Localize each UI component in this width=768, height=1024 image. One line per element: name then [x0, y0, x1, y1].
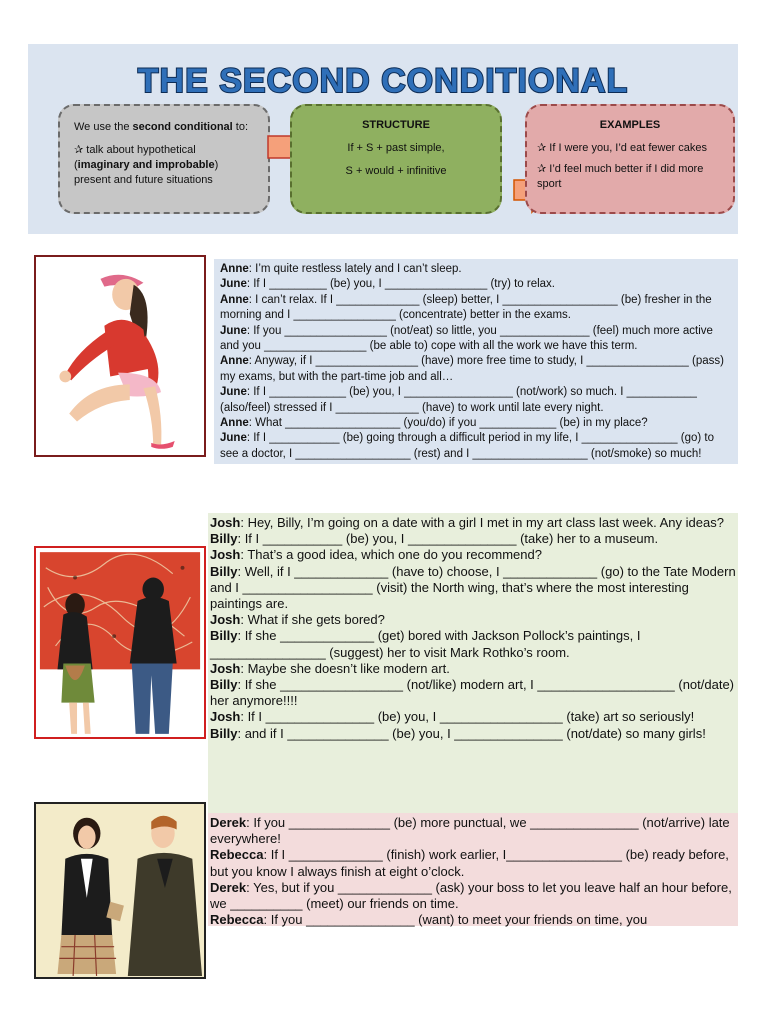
couple-at-gallery-illustration	[34, 546, 206, 739]
header-banner	[28, 44, 738, 234]
couple-talking-illustration	[34, 802, 206, 979]
dialogue-line: Billy: If she _________________ (not/like) modern art, I ___________________ (not/date) her anymore!!!!	[210, 677, 735, 709]
dialogue-line: Derek: If you ______________ (be) more punctual, we _______________ (not/arrive) late everywhere!	[210, 815, 730, 847]
structure-box	[290, 104, 502, 214]
structure-line-1: If + S + past simple,	[347, 142, 445, 154]
usage-box	[58, 104, 270, 214]
dialogue-line: Josh: If I _______________ (be) you, I _________________ (take) art so seriously!	[210, 709, 695, 725]
title-text: THE SECOND CONDITIONAL	[137, 62, 629, 100]
girl-crouching-illustration	[34, 255, 206, 457]
dialogue-derek-rebecca	[208, 813, 738, 926]
usage-item: ✰ talk about hypothetical (imaginary and improbable) present and future situations	[74, 144, 219, 186]
dialogue-line: Rebecca: If you _______________ (want) to meet your friends on time, you	[210, 912, 648, 928]
dialogue-line: Anne: What __________________ (you/do) if you ____________ (be) in my place?	[220, 417, 648, 430]
dialogue-line: Derek: Yes, but if you _____________ (ask) your boss to let you leave half an hour before, we __________ (meet) our friends on time.	[210, 879, 732, 912]
structure-line-2: S + would + infinitive	[345, 165, 447, 177]
dialogue-line: June: If I ___________ (be) going through a difficult period in my life, I _______________ (go) to see a doctor, I __________________ (rest) and I __________________ (not/smoke) so much!	[220, 432, 714, 460]
dialogue-line: June: If I ____________ (be) you, I _________________ (not/work) so much. I ___________ (also/feel) stressed if I _____________ (have) to work until late every night.	[220, 386, 697, 414]
usage-intro: We use the second conditional to:	[74, 121, 249, 133]
dialogue-line: Josh: That’s a good idea, which one do you recommend?	[210, 547, 542, 563]
dialogue-line: Anne: I can’t relax. If I _____________ (sleep) better, I __________________ (be) fresher in the morning and I ________________ (concentrate) better in the exams.	[220, 293, 712, 322]
dialogue-line: Billy: If I ___________ (be) you, I _______________ (take) her to a museum.	[210, 531, 659, 547]
example-1: ✰ If I were you, I’d eat fewer cakes	[537, 142, 708, 154]
dialogue-line: June: If you ________________ (not/eat) so little, you ______________ (feel) much more active and you ________________ (be able to) cope with all the work we have this term.	[220, 324, 713, 353]
example-2: ✰ I’d feel much better if I did more sport	[537, 163, 704, 190]
examples-box	[525, 104, 735, 214]
dialogue-anne-june	[214, 259, 738, 464]
structure-heading: STRUCTURE	[362, 119, 430, 131]
dialogue-line: Josh: What if she gets bored?	[210, 612, 385, 628]
dialogue-line: Billy: and if I ______________ (be) you, I _______________ (not/date) so many girls!	[210, 725, 706, 741]
dialogue-josh-billy	[208, 513, 738, 813]
dialogue-line: Billy: If she _____________ (get) bored with Jackson Pollock’s paintings, I ________________ (suggest) her to visit Mark Rothko’s room.	[210, 628, 641, 660]
examples-heading: EXAMPLES	[599, 119, 661, 131]
dialogue-line: Josh: Hey, Billy, I’m going on a date with a girl I met in my art class last week. Any ideas?	[210, 515, 724, 530]
dialogue-line: Billy: Well, if I _____________ (have to) choose, I _____________ (go) to the Tate Modern and I __________________ (visit) the North wing, that’s where the most interesting paintings are.	[210, 563, 736, 612]
dialogue-line: Anne: I’m quite restless lately and I can’t sleep.	[220, 263, 462, 275]
dialogue-line: June: If I _________ (be) you, I ________________ (try) to relax.	[220, 278, 555, 291]
dialogue-line: Josh: Maybe she doesn’t like modern art.	[210, 660, 450, 676]
dialogue-line: Rebecca: If I _____________ (finish) work earlier, I________________ (be) ready before, but you know I always finish at eight o’clock.	[210, 847, 729, 879]
dialogue-line: Anne: Anyway, if I ________________ (have) more free time to study, I ________________ (pass) my exams, but with the part-time job and all…	[220, 355, 724, 383]
